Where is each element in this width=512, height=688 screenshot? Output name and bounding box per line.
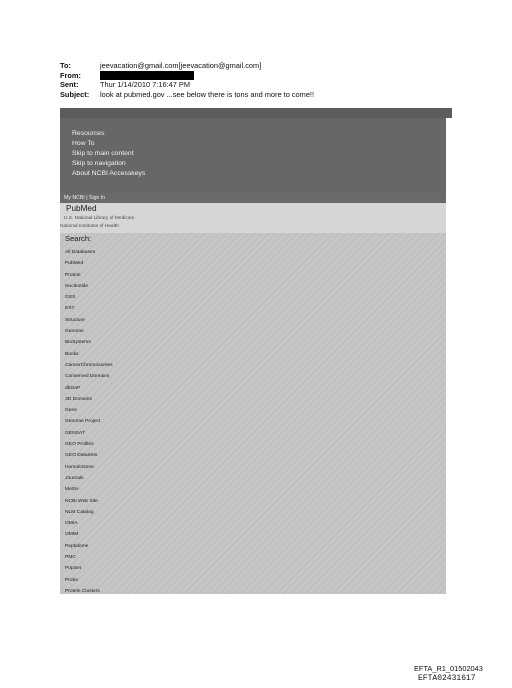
subject-row — [60, 90, 460, 100]
database-option[interactable]: Protein — [65, 272, 81, 278]
from-row — [60, 71, 460, 81]
database-option[interactable]: GEO Profiles — [65, 442, 94, 448]
database-option[interactable]: Journals — [65, 475, 84, 481]
my-ncbi-link[interactable]: My NCBI | Sign In — [64, 194, 106, 201]
database-option[interactable]: OMIA — [65, 521, 78, 527]
database-option[interactable]: Probe — [65, 577, 79, 583]
my-ncbi-bar — [60, 193, 446, 203]
database-option[interactable]: NLM Catalog — [65, 509, 94, 515]
database-option[interactable]: All Databases — [65, 250, 96, 255]
redaction-bar — [100, 71, 194, 80]
pubmed-title[interactable]: PubMed — [66, 204, 97, 213]
database-option[interactable]: Gene — [65, 408, 77, 414]
database-option[interactable]: BioSystems — [65, 340, 91, 346]
database-option[interactable]: dbGaP — [65, 385, 81, 391]
database-option[interactable]: 3D Domains — [65, 396, 92, 402]
subject-label: Subject: — [60, 89, 90, 99]
database-list — [65, 247, 113, 597]
to-row — [60, 61, 460, 71]
database-option[interactable]: Genome — [65, 329, 84, 335]
nav-link-accesskeys[interactable]: About NCBI Accesskeys — [72, 170, 146, 177]
database-option[interactable]: NCBI Web Site — [65, 498, 98, 504]
sent-row — [60, 80, 460, 90]
to-label: To: — [60, 61, 71, 70]
database-option[interactable]: Nucleotide — [65, 283, 89, 289]
database-option[interactable]: Conserved Domains — [65, 374, 110, 380]
footer-id-secondary: EFTA02431617 — [418, 674, 476, 683]
database-option[interactable]: Protein Clusters — [65, 588, 100, 594]
database-option[interactable]: GSS — [65, 295, 76, 301]
database-option[interactable]: Books — [65, 351, 79, 357]
search-panel — [60, 233, 446, 594]
database-option[interactable]: GENSAT — [65, 430, 85, 436]
from-value — [100, 71, 460, 81]
database-option[interactable]: GEO DataSets — [65, 453, 98, 459]
database-option[interactable]: Genome Project — [65, 419, 101, 425]
email-header — [60, 61, 460, 99]
to-value: jeevacation@gmail.com[jeevacation@gmail.com] — [100, 61, 262, 70]
ncbi-nav-panel — [60, 118, 446, 203]
sent-value: Thur 1/14/2010 7:16:47 PM — [100, 80, 190, 90]
nav-link-skip-main[interactable]: Skip to main content — [72, 150, 134, 157]
database-option[interactable]: Structure — [65, 317, 85, 323]
database-option[interactable]: EST — [65, 306, 75, 312]
from-label: From: — [60, 70, 81, 80]
search-label: Search: — [65, 234, 92, 243]
nav-link-skip-nav[interactable]: Skip to navigation — [72, 160, 126, 167]
document-footer — [414, 664, 483, 683]
database-option[interactable]: CancerChromosomes — [65, 362, 113, 368]
subject-value: look at pubmed.gov ...see below there is tons and more to come!! — [100, 89, 315, 99]
nih-label[interactable]: National Institutes of Health — [60, 224, 119, 229]
database-option[interactable]: Peptidome — [65, 543, 89, 549]
database-option[interactable]: PubMed — [65, 261, 84, 267]
database-option[interactable]: OMIM — [65, 532, 79, 538]
database-option[interactable]: HomoloGene — [65, 464, 94, 470]
ncbi-top-band — [60, 108, 452, 118]
footer-id-primary: EFTA_R1_01502043 — [414, 664, 483, 673]
database-option[interactable]: PopSet — [65, 566, 82, 572]
sent-label: Sent: — [60, 80, 79, 90]
database-option[interactable]: MeSH — [65, 487, 79, 493]
database-option[interactable]: PMC — [65, 555, 76, 561]
nav-link-how-to[interactable]: How To — [72, 140, 95, 147]
nav-links — [72, 129, 145, 179]
pubmed-banner — [60, 203, 446, 233]
nav-link-resources[interactable]: Resources — [72, 130, 105, 137]
nlm-label[interactable]: U.S. National Library of Medicine — [64, 216, 135, 221]
